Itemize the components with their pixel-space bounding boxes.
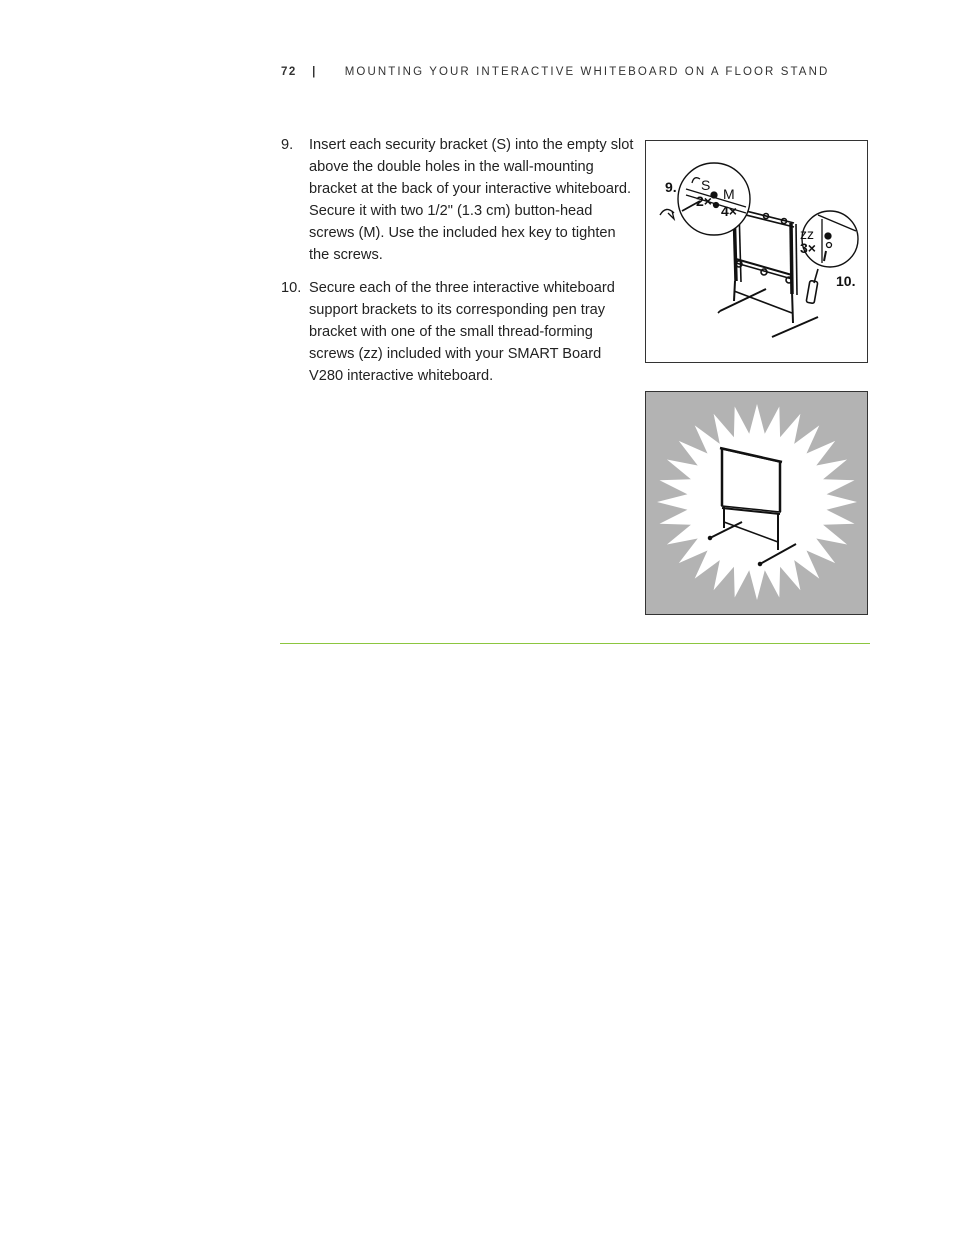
page-header <box>281 66 829 78</box>
instruction-steps <box>281 134 637 398</box>
step-9 <box>281 134 637 266</box>
section-title: MOUNTING YOUR INTERACTIVE WHITEBOARD ON A FLOOR STAND <box>344 66 830 78</box>
section-divider <box>280 643 870 644</box>
header-separator: | <box>312 66 318 78</box>
completed-stand-illustration <box>646 392 868 615</box>
bracket-installation-illustration <box>646 141 868 363</box>
step-9-label: 9. <box>665 179 677 195</box>
step-10-label: 10. <box>836 273 856 289</box>
step-number: 9. <box>281 137 294 153</box>
step-number: 10. <box>281 280 302 296</box>
step-text: Secure each of the three interactive whiteboard support brackets to its corresponding pen tray bracket with one of the small thread-forming screws (zz) included with your SMART Board V280 interactive whiteboard. <box>309 280 615 384</box>
qty-m-label: 4× <box>721 203 737 219</box>
part-zz-label: zz <box>800 226 814 242</box>
part-s-label: S <box>701 177 711 193</box>
step-text: Insert each security bracket (S) into the empty slot above the double holes in the wall-mounting bracket at the back of your interactive whiteboard. Secure it with two 1/2" (1.3 cm) button-head screws (M). Use the included hex key to tighten the screws. <box>309 137 634 263</box>
part-m-label: M <box>723 186 735 202</box>
bracket-installation-figure <box>645 140 868 363</box>
completed-stand-figure <box>645 391 868 615</box>
qty-s-label: 2× <box>696 193 712 209</box>
step-10 <box>281 277 637 387</box>
qty-zz-label: 3× <box>800 240 816 256</box>
page-number: 72 <box>281 66 297 78</box>
